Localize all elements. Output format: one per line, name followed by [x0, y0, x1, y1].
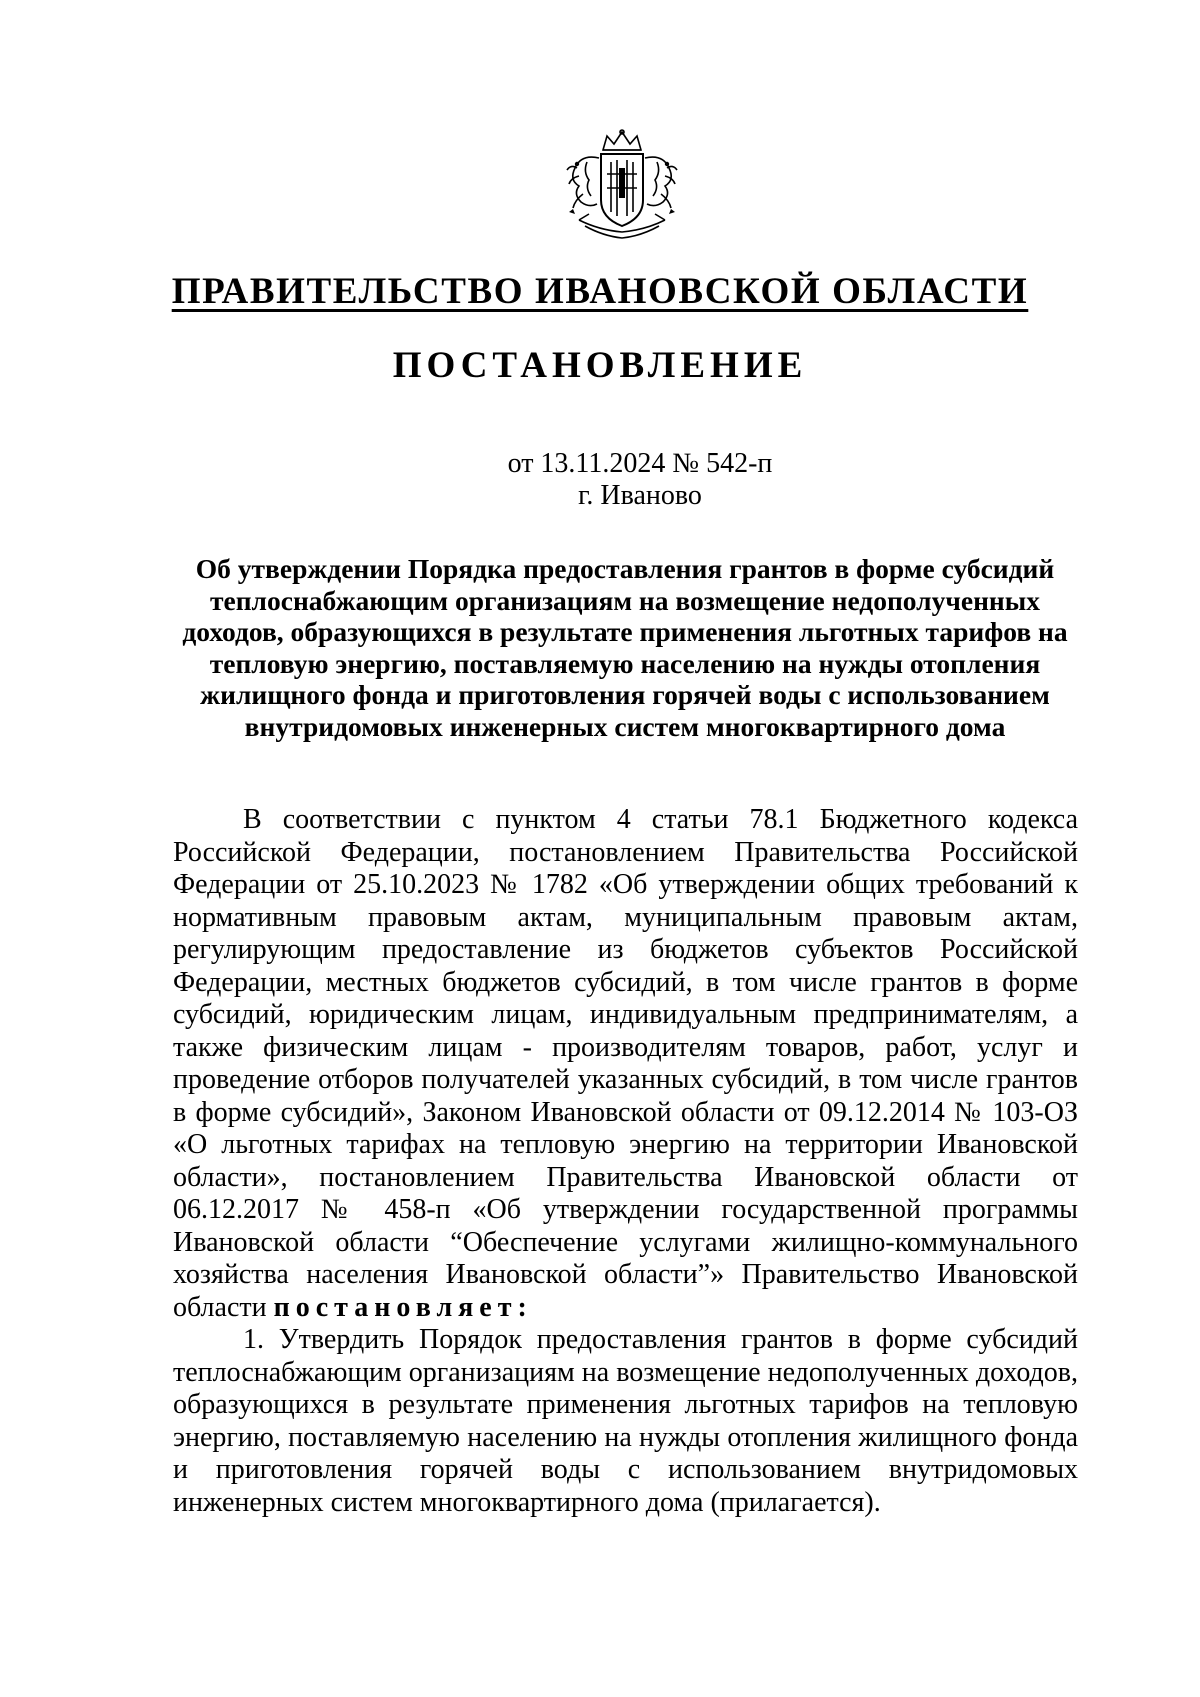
date-number-line: от 13.11.2024 № 542-п: [507, 448, 773, 479]
document-body: [173, 804, 1078, 1519]
coat-of-arms-icon: [559, 128, 685, 240]
decree-word: постановляет:: [273, 1291, 533, 1323]
preamble-text: В соответствии с пунктом 4 статьи 78.1 Бюджетного кодекса Российской Федерации, постановлением Правительства Российской Федерации от 25.10.2023 № 1782 «Об утверждении общих требований к нормативным правовым актам, муниципальным правовым актам, регулирующим предоставление из бюджетов субъектов Российской Федерации, местных бюджетов субсидий, в том числе грантов в форме субсидий, юридическим лицам, индивидуальным предпринимателям, а также физическим лицам - производителям товаров, работ, услуг и проведение отборов получателей указанных субсидий, в том числе грантов в форме субсидий», Законом Ивановской области от 09.12.2014 № 103-ОЗ «О льготных тарифах на тепловую энергию на территории Ивановской области», постановлением Правительства Ивановской области от 06.12.2017 № 458-п «Об утверждении государственной программы Ивановской области “Обеспечение услугами жилищно-коммунального хозяйства населения Ивановской области”» Правительство Ивановской области: [173, 804, 1078, 1323]
item-1-paragraph: 1. Утвердить Порядок предоставления грантов в форме субсидий теплоснабжающим организациям на возмещение недополученных доходов, образующихся в результате применения льготных тарифов на тепловую энергию, поставляемую населению на нужды отопления жилищного фонда и приготовления горячей воды с использованием внутридомовых инженерных систем многоквартирного дома (прилагается).: [173, 1324, 1078, 1518]
document-type-heading: ПОСТАНОВЛЕНИЕ: [392, 345, 808, 386]
document-subject: Об утверждении Порядка предоставления грантов в форме субсидий теплоснабжающим организациям на возмещение недополученных доходов, образующихся в результате применения льготных тарифов на тепловую энергию, поставляемую населению на нужды отопления жилищного фонда и приготовления горячей воды с использованием внутридомовых инженерных систем многоквартирного дома: [182, 553, 1068, 742]
organization-title: [0, 270, 1200, 314]
city-line: г. Иваново: [578, 480, 702, 511]
preamble-paragraph: [173, 804, 1078, 1324]
organization-title-text: ПРАВИТЕЛЬСТВО ИВАНОВСКОЙ ОБЛАСТИ: [171, 271, 1029, 312]
document-meta: [400, 448, 880, 512]
